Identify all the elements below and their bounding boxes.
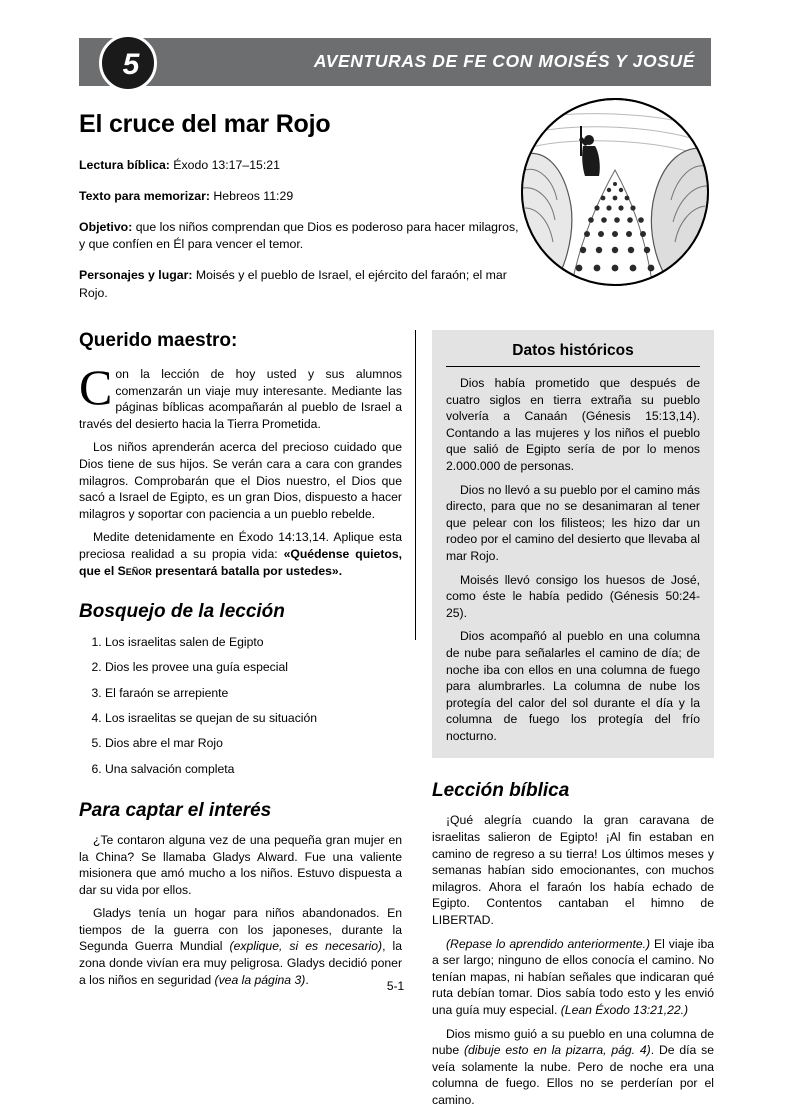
lesson-paragraph-3b: . De día se veía solamente la nube. Pero de noche era una columna de fuego. Ellos no se perderían por el camino. bbox=[432, 1043, 714, 1107]
title-block bbox=[79, 110, 519, 316]
section-heading-interest: Para captar el interés bbox=[79, 799, 272, 821]
teacher-quote-b: presentará batalla por ustedes». bbox=[151, 563, 343, 578]
facts-box-rule bbox=[446, 366, 700, 367]
list-item: 3. El faraón se arrepiente bbox=[105, 684, 402, 702]
teacher-paragraph-3a: Medite detenidamente en Éxodo 14:13,14. Aplique esta preciosa realidad a su propia vida: bbox=[79, 530, 402, 561]
meta-reading-label: Lectura bíblica: bbox=[79, 158, 170, 172]
meta-characters bbox=[79, 267, 519, 303]
right-column bbox=[432, 330, 714, 1116]
teacher-paragraph-2: Los niños aprenderán acerca del precioso cuidado que Dios tiene de sus hijos. Se verán cara a cara con grandes milagros. Comprobarán que el Dios nuestro, el Dios que sacó a Israel de Egipto, es un gran Dios, dispuesto a hacer milagros y soportar con paciencia a un pueblo rebelde. bbox=[79, 440, 402, 521]
meta-objective-value: que los niños comprendan que Dios es poderoso para hacer milagros, y que confíen en Él para vencer el temor. bbox=[79, 219, 519, 252]
section-heading-teacher: Querido maestro: bbox=[79, 330, 238, 351]
list-item: 6. Una salvación completa bbox=[105, 760, 402, 778]
lesson-note-1: (Repase lo aprendido anteriormente.) bbox=[446, 936, 651, 951]
interest-paragraph-2 bbox=[79, 905, 402, 988]
facts-paragraph-4: Dios acompañó al pueblo en una columna de nube para señalarles el camino de día; de noche iba con ellos en una columna de fuego para alumbrarles. La columna de nube los protegía del calor del sol durante el día y la columna de fuego los protegía del frío nocturno. bbox=[446, 629, 700, 743]
list-item: 4. Los israelitas se quejan de su situación bbox=[105, 709, 402, 727]
facts-box-title: Datos históricos bbox=[512, 342, 634, 359]
lesson-paragraph-3a: Dios mismo guió a su pueblo en una columna de nube bbox=[432, 1026, 714, 1058]
lesson-note-2: (Lean Éxodo 13:21,22.) bbox=[560, 1003, 689, 1017]
facts-paragraph-3: Moisés llevó consigo los huesos de José, como éste le había pedido (Génesis 50:24-25). bbox=[446, 572, 700, 620]
list-item: 1. Los israelitas salen de Egipto bbox=[105, 633, 402, 651]
lesson-paragraph-2 bbox=[432, 936, 714, 1019]
page-number-footer: 5-1 bbox=[386, 979, 405, 993]
lesson-paragraph-1: ¡Qué alegría cuando la gran caravana de israelitas salieron de Egipto! ¡Al fin estaban en camino de regreso a su tierra! Los últimos meses y semanas habían sido emocionantes, con muchos milagros. Ahora el faraón los había echado de Egipto. Contentos cantaban el himno de LIBERTAD. bbox=[432, 813, 714, 928]
lesson-outline-list bbox=[79, 633, 402, 778]
lesson-number-text: 5 bbox=[122, 48, 140, 81]
interest-paragraph-1: ¿Te contaron alguna vez de una pequeña gran mujer en la China? Se llamaba Gladys Alward. Fue una valiente misionera que amó mucho a los niños. Estuvo dispuesta a dar su vida por ellos. bbox=[79, 832, 402, 897]
facts-paragraph-1: Dios había prometido que después de cuatro siglos en tierra extraña su pueblo volvería a Canaán (Génesis 15:13,14). Contando a las mujeres y los niños el pueblo que salió de Egipto sería de por lo menos 2.000.000 de personas. bbox=[446, 376, 700, 473]
meta-reading-value: Éxodo 13:17–15:21 bbox=[169, 158, 280, 172]
teacher-quote-smallcaps: eñor bbox=[125, 563, 152, 578]
teacher-paragraph-3 bbox=[79, 529, 402, 579]
meta-objective-label: Objetivo: bbox=[79, 219, 133, 234]
lesson-header bbox=[79, 38, 711, 86]
list-item: 2. Dios les provee una guía especial bbox=[105, 658, 402, 676]
meta-memory-value: Hebreos 11:29 bbox=[209, 188, 294, 203]
meta-characters-value: Moisés y el pueblo de Israel, el ejército del faraón; el mar Rojo. bbox=[79, 268, 507, 301]
teacher-paragraph-1 bbox=[79, 359, 402, 432]
interest-note-2: (vea la página 3) bbox=[214, 972, 306, 987]
teacher-quote-a: «Quédense quietos, que el S bbox=[79, 546, 402, 578]
interest-paragraph-2b: , la zona donde vivían era muy peligrosa. Gladys decidió poner a los niños en seguridad bbox=[79, 939, 402, 987]
meta-memory-label: Texto para memorizar: bbox=[79, 188, 210, 203]
list-item: 5. Dios abre el mar Rojo bbox=[105, 734, 402, 752]
meta-reading bbox=[79, 157, 519, 175]
lesson-note-3: (dibuje esto en la pizarra, pág. 4) bbox=[463, 1043, 651, 1058]
meta-objective bbox=[79, 219, 519, 255]
header-title: AVENTURAS DE FE CON MOISÉS Y JOSUÉ bbox=[313, 51, 695, 71]
drop-cap: C bbox=[79, 359, 113, 415]
meta-memory bbox=[79, 188, 519, 206]
lesson-paragraph-2a: El viaje iba a ser largo; ninguno de ellos conocía el camino. No tenían mapas, ni habían señales que indicaran qué ruta debían tomar. Dios sabía todo esto y les envió una guía muy especial. bbox=[432, 936, 714, 1017]
historical-facts-box bbox=[432, 330, 714, 758]
lesson-paragraph-3 bbox=[432, 1026, 714, 1109]
lesson-number-badge bbox=[99, 34, 157, 92]
interest-note-1: (explique, si es necesario) bbox=[229, 939, 383, 954]
column-divider bbox=[415, 330, 416, 640]
page-title: El cruce del mar Rojo bbox=[79, 110, 331, 138]
section-heading-bible-lesson: Lección bíblica bbox=[432, 780, 570, 802]
interest-paragraph-2a: Gladys tenía un hogar para niños abandonados. En tiempos de la guerra con los japoneses, durante la Segunda Guerra Mundial bbox=[79, 906, 402, 954]
teacher-paragraph-1-text: on la lección de hoy usted y sus alumnos comenzarán un viaje muy interesante. Mediante las páginas bíblicas acompañarán al pueblo de Israel a través del desierto hacia la Tierra Prometida. bbox=[79, 367, 402, 431]
illustration-red-sea-crossing bbox=[519, 96, 711, 288]
left-column bbox=[79, 330, 402, 995]
meta-characters-label: Personajes y lugar: bbox=[79, 268, 193, 283]
section-heading-outline: Bosquejo de la lección bbox=[79, 601, 285, 623]
facts-paragraph-2: Dios no llevó a su pueblo por el camino más directo, para que no se desanimaran al tener que pelear con los filisteos; les hizo dar un rodeo por el camino del desierto que llevaba al mar Rojo. bbox=[446, 482, 700, 563]
interest-paragraph-2c: . bbox=[305, 972, 309, 987]
